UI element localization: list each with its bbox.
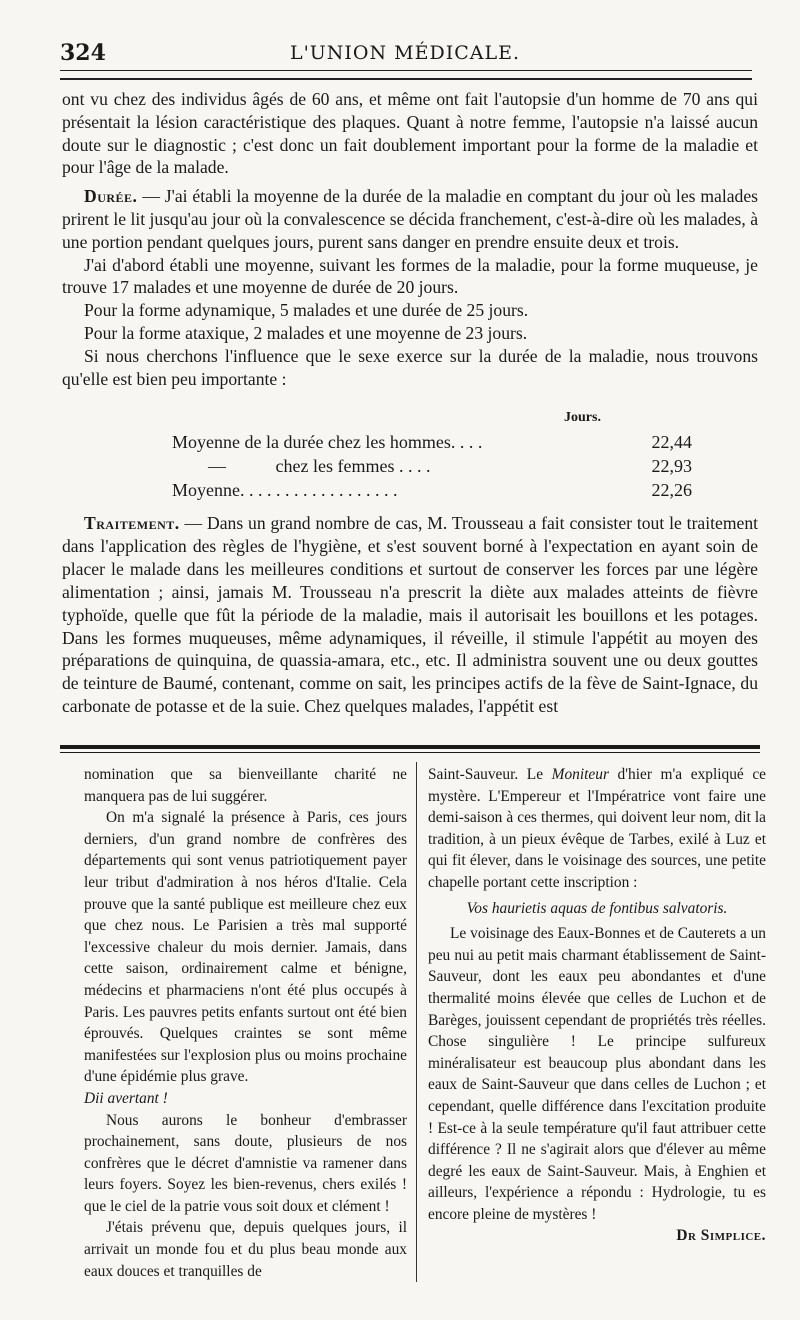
paragraph-traitement <box>62 512 758 718</box>
inscription: Vos haurietis aquas de fontibus salvatoris. <box>466 899 728 917</box>
page-number: 324 <box>60 40 106 66</box>
section-rule-thin <box>60 752 760 753</box>
traitement-heading: Traitement. <box>84 513 180 533</box>
duree-text: — J'ai établi la moyenne de la durée de la maladie en comptant du jour où les malades prirent le lit jusqu'au jour où la convalescence se décida franchement, c'est-à-dire où les malades, à une portion pendant quelques jours, purent sans danger en prendre ensuite deux et trois. <box>62 186 758 252</box>
paragraph-ataxique: Pour la forme ataxique, 2 malades et une moyenne de 23 jours. <box>84 322 528 343</box>
paragraph-autopsy: ont vu chez des individus âgés de 60 ans, et même ont fait l'autopsie d'un homme de 70 ans qui présentait la lésion caractéristique des plaques. Quant à notre femme, l'autopsie n'a laissé aucun doute sur le diagnostic ; c'est donc un fait doublement important pour la forme de la maladie et pour l'âge de la malade. <box>62 89 758 178</box>
left-paragraph-4: J'étais prévenu que, depuis quelques jours, il arrivait un monde fou et du plus beau monde aux eaux douces et tranquilles de <box>84 1219 407 1280</box>
article-traitement <box>62 512 758 718</box>
right-p1-start: Saint-Sauveur. Le <box>428 766 552 783</box>
running-title: L'UNION MÉDICALE. <box>289 42 521 64</box>
duration-row-moyenne <box>172 480 692 504</box>
duration-label: Moyenne de la durée chez les hommes. . . . <box>172 432 483 452</box>
paragraph-sexe: Si nous cherchons l'influence que le sexe exerce sur la durée de la maladie, nous trouvons qu'elle est bien peu importante : <box>62 345 758 389</box>
page-header <box>60 36 750 66</box>
duration-label: Moyenne. . . . . . . . . . . . . . . . . . <box>172 480 398 500</box>
right-paragraph-2: Le voisinage des Eaux-Bonnes et de Cauterets a un peu nui au petit mais charmant établissement de Saint-Sauveur, dont les eaux peu abondantes et d'une thermalité moins élevée que celles de Luchon et de Barèges, jouissent cependant de propriétés très réelles. Chose singulière ! Le principe sulfureux minéralisateur est beaucoup plus abondant dans les eaux de Saint-Sauveur que dans celles de Luchon ; et cependant, quelle différence dans l'excitation produite ! Est-ce à la seule température qu'il faut attribuer cette différence ? Il ne s'agirait alors que d'élever au même degré les eaux de Saint-Sauveur. Mais, à Enghien et ailleurs, l'expérience a répondu : Hydrologie, tu es encore pleine de mystères ! <box>428 925 766 1223</box>
right-p1-end: d'hier m'a expliqué ce mystère. L'Empereur et l'Impératrice vont faire une demi-saison à ces thermes, qui doivent leur nom, dit la tradition, à un pieux évêque de Tarbes, exilé à Luz et qui fit élever, dans le voisinage des sources, une petite chapelle portant cette inscription : <box>428 766 766 891</box>
left-dii-avertant: Dii avertant ! <box>84 1089 168 1107</box>
column-divider <box>416 762 417 1282</box>
feuilleton-right-column <box>428 764 766 1247</box>
duree-heading: Durée. <box>84 186 138 207</box>
article-upper <box>62 88 758 390</box>
moniteur-title: Moniteur <box>551 766 609 783</box>
left-paragraph-1: nomination que sa bienveillante charité ne manquera pas de lui suggérer. <box>84 766 407 805</box>
header-rule <box>60 70 752 71</box>
traitement-text: — Dans un grand nombre de cas, M. Trousseau a fait consister tout le traitement dans l'application des règles de l'hygiène, et s'est souvent borné à l'expectation en ayant soin de placer le malade dans les meilleures conditions et surtout de conserver les forces par une légère alimentation ; ainsi, jamais M. Trousseau n'a prescrit la diète aux malades atteints de fièvre typhoïde, quelle que fût la période de la maladie, mais il autorisait les bouillons et les potages. Dans les formes muqueuses, même adynamiques, il réveille, il stimule l'appétit au moyen des préparations de quinquina, de quassia-amara, etc., etc. Il administra souvent une ou deux gouttes de teinture de Baumé, contenant, comme on sait, les principes actifs de la fève de Saint-Ignace, du carbonate de potasse et de la suie. Chez quelques malades, l'appétit est <box>62 513 758 717</box>
duration-row-hommes <box>172 432 692 456</box>
duration-value: 22,44 <box>651 432 692 452</box>
signature: Dr Simplice. <box>676 1227 766 1245</box>
section-rule-thick <box>60 745 760 749</box>
feuilleton-left-column <box>84 764 407 1282</box>
duration-value: 22,93 <box>651 456 692 476</box>
paragraph-adynamique: Pour la forme adynamique, 5 malades et une durée de 25 jours. <box>84 300 529 321</box>
right-paragraph-1 <box>428 764 766 894</box>
duration-unit-header: Jours. <box>564 410 601 425</box>
duration-value: 22,26 <box>651 480 692 500</box>
duration-label: — chez les femmes . . . . <box>172 456 431 476</box>
paragraph-moyenne: J'ai d'abord établi une moyenne, suivant les formes de la maladie, pour la forme muqueuse, je trouve 17 malades et une moyenne de durée de 20 jours. <box>62 254 758 298</box>
left-paragraph-2: On m'a signalé la présence à Paris, ces jours derniers, d'un grand nombre de confrères des départements qui sont venus patriotiquement payer leur tribut d'admiration à nos héros d'Italie. Cela prouve que la santé publique est meilleure chez eux que chez nous. Le Parisien a très mal supporté l'excessive chaleur du mois dernier. Jamais, dans cette saison, ordinairement calme et bénigne, médecins et pharmaciens n'ont été plus occupés à Paris. Les pauvres petits enfants surtout ont été bien éprouvés. Quelques craintes se sont même manifestées sur l'explosion plus ou moins prochaine d'une épidémie plus grave. <box>84 809 407 1086</box>
left-paragraph-3: Nous aurons le bonheur d'embrasser prochainement, sans doute, plusieurs de nos confrères que le décret d'amnistie va ramener dans leurs foyers. Soyez les bien-revenus, chers exilés ! que le ciel de la patrie vous soit doux et clément ! <box>84 1111 407 1215</box>
header-rule-thick <box>60 78 752 80</box>
duration-row-femmes <box>172 456 692 480</box>
paragraph-duree <box>62 185 758 253</box>
